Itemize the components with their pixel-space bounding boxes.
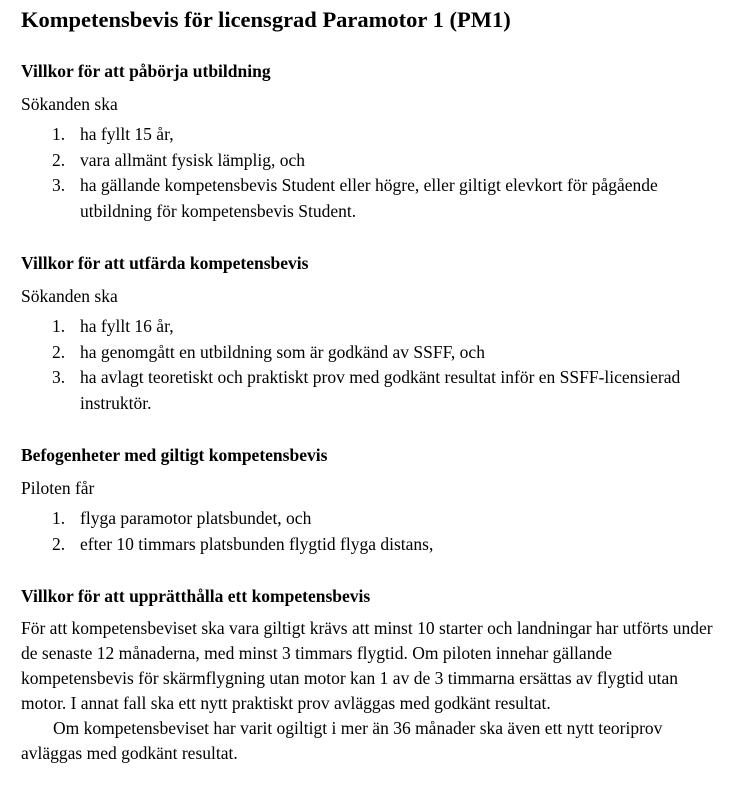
- page-title: Kompetensbevis för licensgrad Paramotor 1 (PM1): [21, 7, 511, 32]
- requirements-list: [21, 122, 726, 224]
- list-item-text: flyga paramotor platsbundet, och: [80, 508, 312, 528]
- section-privileges: [21, 444, 726, 557]
- section-intro: Sökanden ska: [21, 286, 118, 306]
- list-item-number: 1.: [52, 316, 66, 336]
- list-item-number: 1.: [52, 508, 66, 528]
- list-item-text: vara allmänt fysisk lämplig, och: [80, 149, 306, 170]
- list-item-text: efter 10 timmars platsbunden flygtid flyga distans,: [80, 533, 434, 554]
- list-item-number: 1.: [52, 124, 66, 144]
- list-item: [21, 532, 726, 558]
- list-item-number: 3.: [52, 367, 66, 387]
- list-item: [21, 122, 726, 148]
- list-item-text: ha gällande kompetensbevis Student eller högre, eller giltigt elevkort för pågående utbildning för kompetensbevis Student.: [80, 175, 658, 221]
- privileges-list: [21, 506, 726, 557]
- list-item: [21, 340, 726, 366]
- section-start-training: [21, 60, 726, 224]
- section-heading: Villkor för att utfärda kompetensbevis: [21, 253, 309, 273]
- section-issue-certificate: [21, 252, 726, 416]
- list-item-text: ha avlagt teoretiskt och praktiskt prov med godkänt resultat inför en SSFF-licensierad instruktör.: [80, 367, 681, 413]
- list-item: [21, 173, 726, 224]
- list-item: [21, 314, 726, 340]
- list-item: [21, 506, 726, 532]
- section-maintain-certificate: [21, 585, 726, 766]
- list-item-text: ha genomgått en utbildning som är godkänd av SSFF, och: [80, 341, 485, 362]
- list-item: [21, 148, 726, 174]
- section-heading: Villkor för att upprätthålla ett kompetensbevis: [21, 586, 371, 606]
- list-item: [21, 365, 726, 416]
- requirements-list: [21, 314, 726, 416]
- list-item-text: ha fyllt 16 år,: [80, 316, 174, 336]
- list-item-number: 2.: [52, 341, 66, 362]
- list-item-number: 2.: [52, 149, 66, 170]
- section-intro: Sökanden ska: [21, 94, 118, 114]
- list-item-number: 2.: [52, 533, 66, 554]
- body-paragraph: För att kompetensbeviset ska vara giltigt krävs att minst 10 starter och landningar har utförts under de senaste 12 månaderna, med minst 3 timmars flygtid. Om piloten innehar gällande kompetensbevis för skärmflygning utan motor kan 1 av de 3 timmarna ersättas av flygtid utan motor. I annat fall ska ett nytt praktiskt prov avläggas med godkänt resultat.: [21, 618, 713, 713]
- body-paragraph: Om kompetensbeviset har varit ogiltigt i mer än 36 månader ska även ett nytt teoriprov avläggas med godkänt resultat.: [21, 718, 663, 763]
- section-heading: Befogenheter med giltigt kompetensbevis: [21, 445, 328, 465]
- section-heading: Villkor för att påbörja utbildning: [21, 61, 271, 81]
- list-item-number: 3.: [52, 175, 66, 195]
- list-item-text: ha fyllt 15 år,: [80, 124, 174, 144]
- section-intro: Piloten får: [21, 478, 95, 498]
